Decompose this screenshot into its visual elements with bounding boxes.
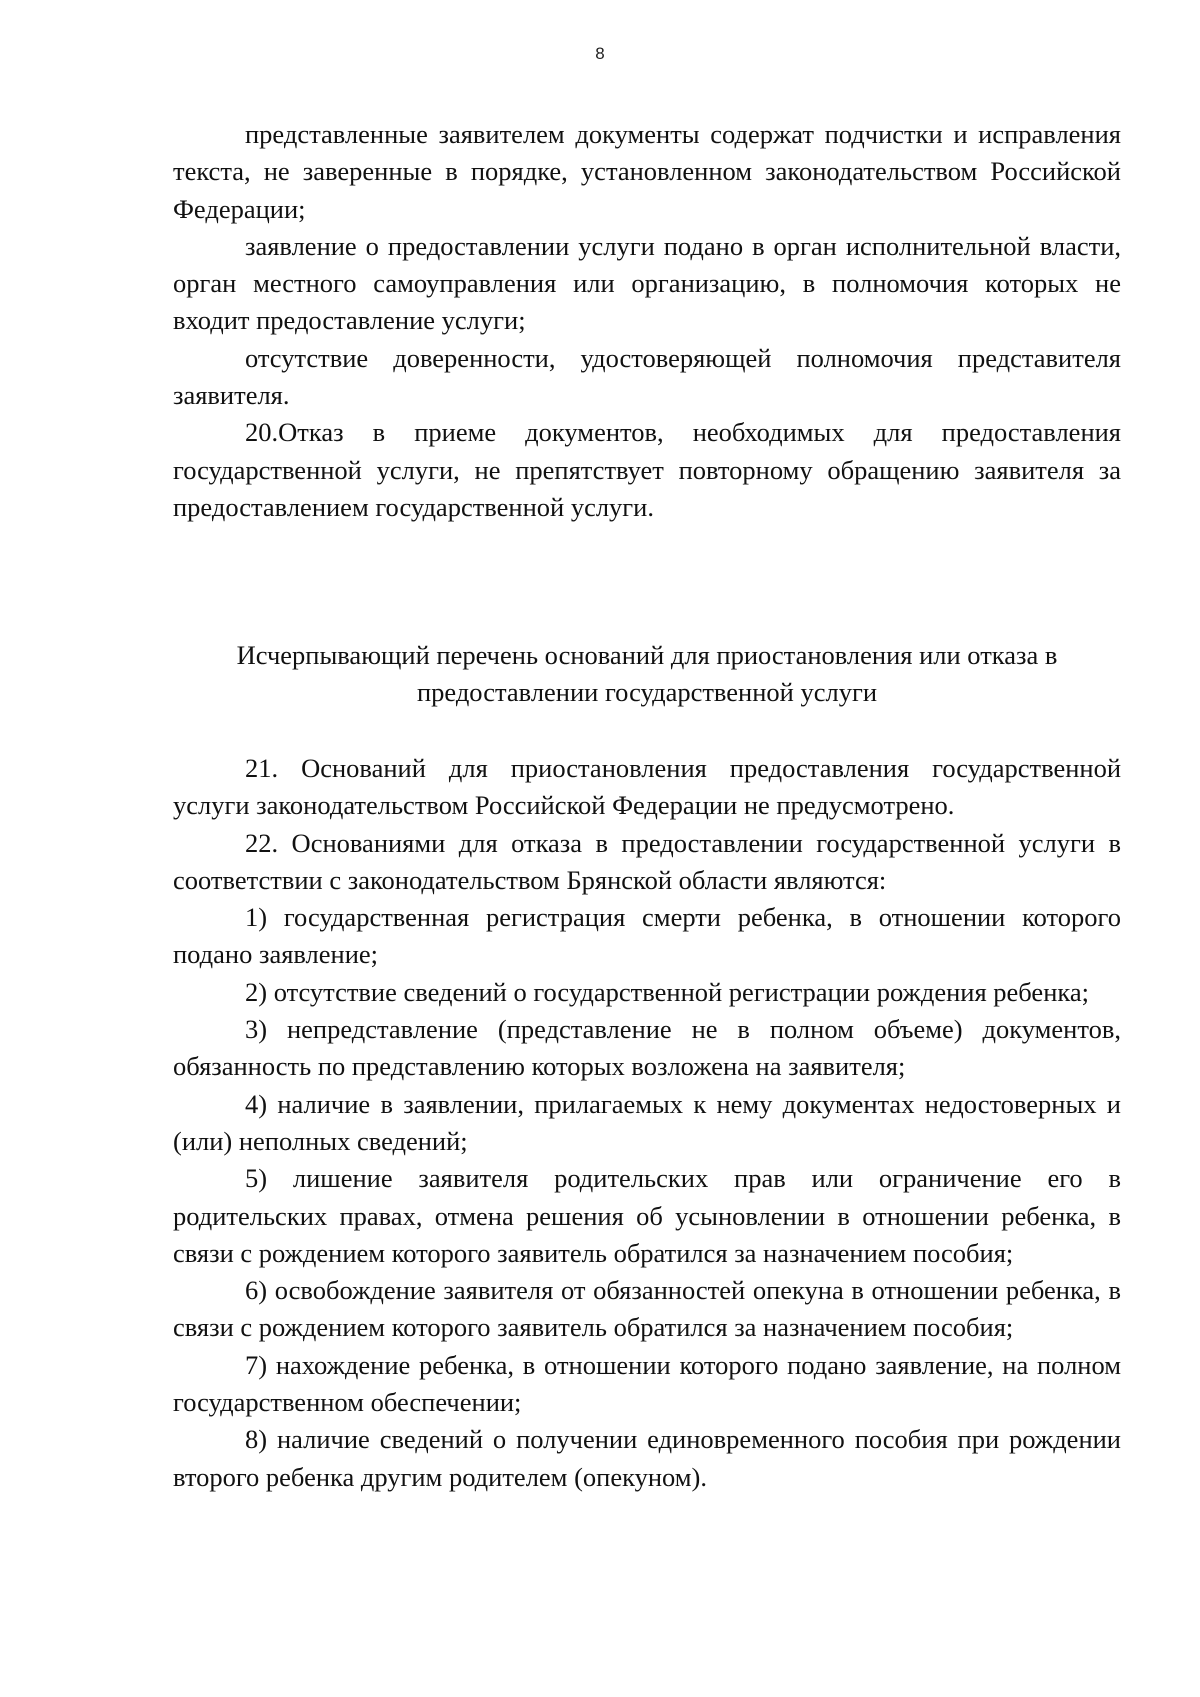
paragraph-21: 21. Оснований для приостановления предоставления государственной услуги законодательством Российской Федерации не предусмотрено.: [173, 753, 1121, 821]
paragraph-20: 20.Отказ в приеме документов, необходимых для предоставления государственной услуги, не препятствует повторному обращению заявителя за предоставлением государственной услуги.: [173, 417, 1121, 522]
page-number: 8: [595, 44, 605, 63]
paragraph-wrong-authority: заявление о предоставлении услуги подано в орган исполнительной власти, орган местного самоуправления или организацию, в полномочия которых не входит предоставление услуги;: [173, 230, 1121, 336]
section-heading: [173, 637, 1121, 712]
section-heading-line-2: предоставлении государственной услуги: [416, 677, 877, 708]
list-item-2: 2) отсутствие сведений о государственной регистрации рождения ребенка;: [245, 976, 1089, 1007]
paragraph-22: 22. Основаниями для отказа в предоставлении государственной услуги в соответствии с законодательством Брянской области являются:: [173, 827, 1121, 895]
section-text-block: [173, 750, 1121, 1496]
list-item-1: 1) государственная регистрация смерти ребенка, в отношении которого подано заявление;: [173, 902, 1121, 970]
paragraph-corrections: представленные заявителем документы содержат подчистки и исправления текста, не заверенные в порядке, установленном законодательством Российской Федерации;: [173, 119, 1121, 224]
list-item-5: 5) лишение заявителя родительских прав или ограничение его в родительских правах, отмена решения об усыновлении в отношении ребенка, в связи с рождением которого заявитель обратился за назначением пособия;: [173, 1163, 1121, 1268]
section-heading-line-1: Исчерпывающий перечень оснований для приостановления или отказа в: [236, 640, 1058, 670]
list-item-7: 7) нахождение ребенка, в отношении которого подано заявление, на полном государственном обеспечении;: [173, 1349, 1121, 1418]
list-item-8: 8) наличие сведений о получении единовременного пособия при рождении второго ребенка другим родителем (опекуном).: [173, 1424, 1121, 1492]
list-item-3: 3) непредставление (представление не в полном объеме) документов, обязанность по представлению которых возложена на заявителя;: [173, 1014, 1121, 1082]
top-text-block: [173, 116, 1121, 526]
list-item-6: 6) освобождение заявителя от обязанностей опекуна в отношении ребенка, в связи с рождением которого заявитель обратился за назначением пособия;: [173, 1275, 1121, 1343]
paragraph-no-power-of-attorney: отсутствие доверенности, удостоверяющей полномочия представителя заявителя.: [173, 342, 1121, 411]
list-item-4: 4) наличие в заявлении, прилагаемых к нему документах недостоверных и (или) неполных сведений;: [173, 1088, 1121, 1156]
